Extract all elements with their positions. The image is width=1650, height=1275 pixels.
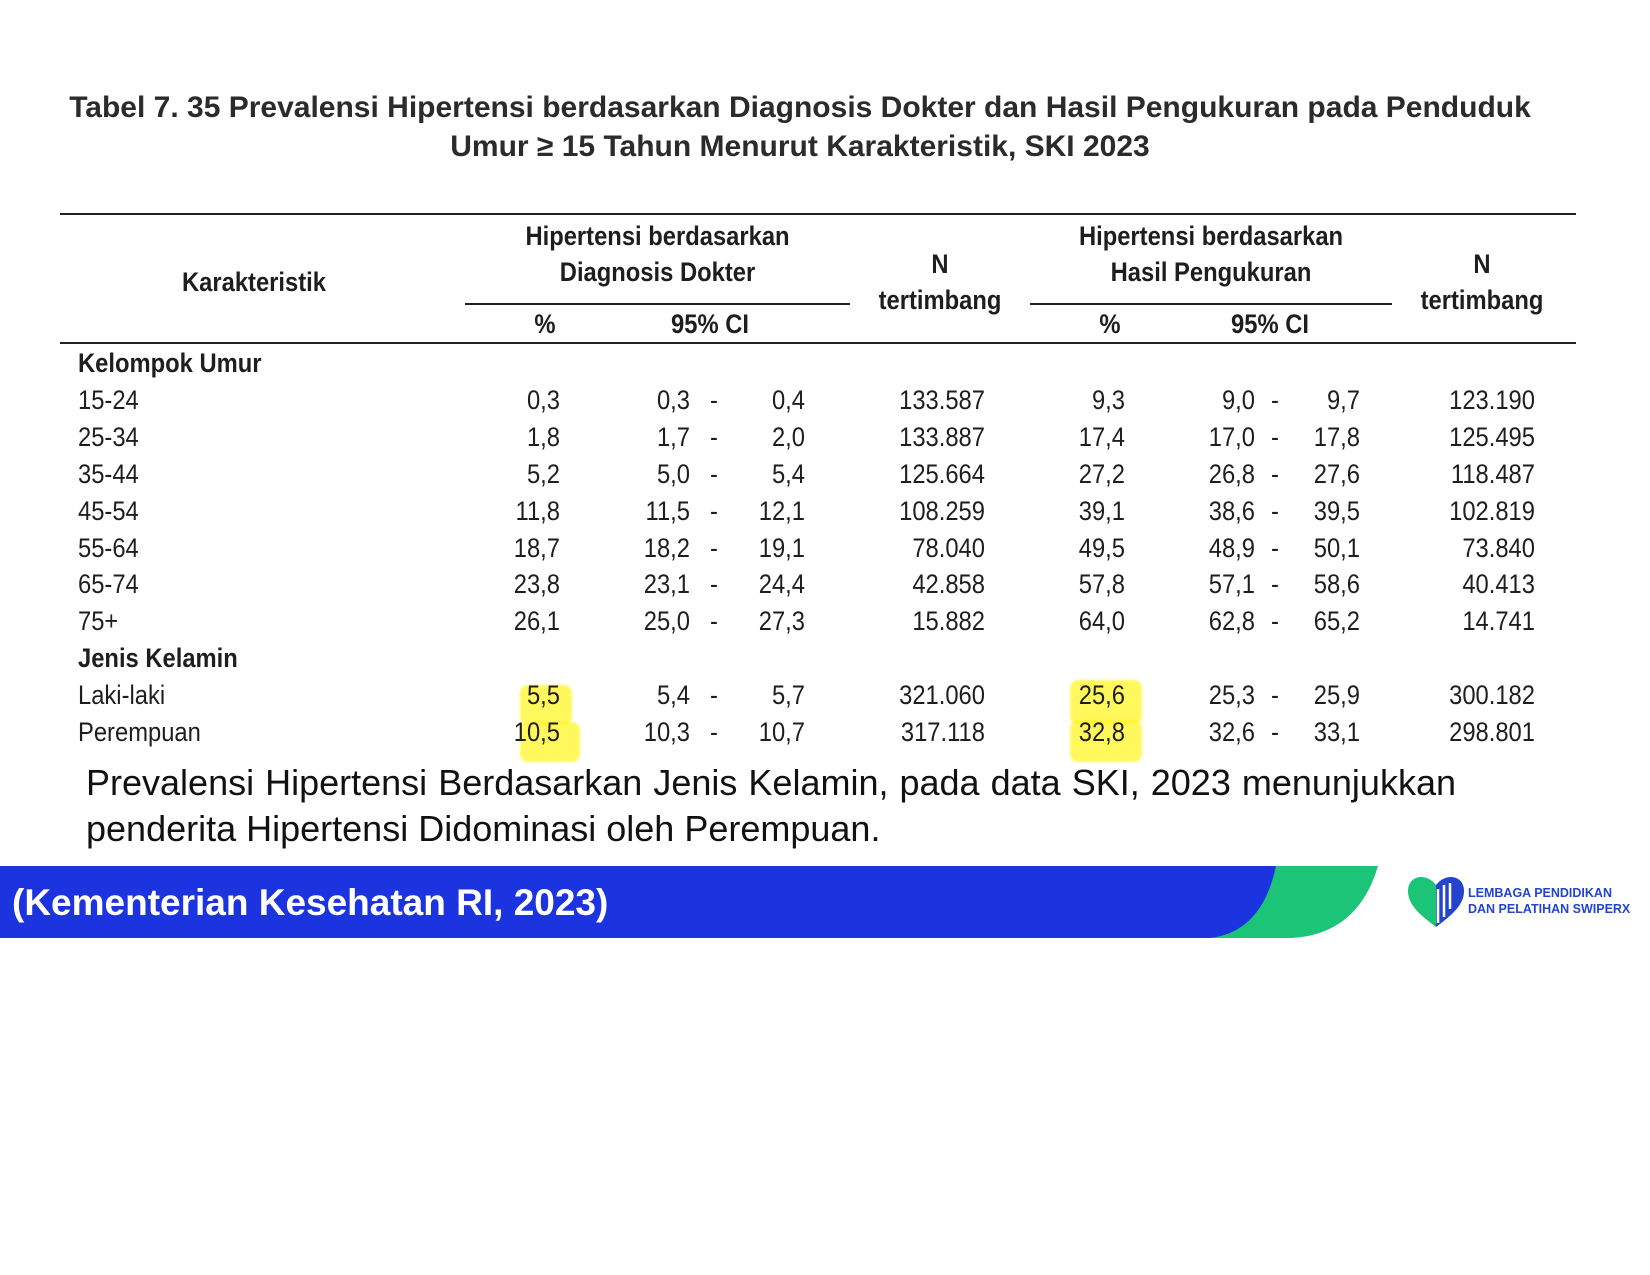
- cell-n1: 133.887: [899, 421, 985, 452]
- header-n2-line2: tertimbang: [1420, 285, 1544, 315]
- cell-dd-ci-high: 24,4: [758, 569, 805, 600]
- cell-dd-ci-separator: -: [710, 532, 718, 563]
- cell-n1: 317.118: [900, 717, 985, 747]
- banner-source-text: (Kementerian Kesehatan RI, 2023): [12, 882, 609, 923]
- cell-hp-ci-low: 62,8: [1208, 606, 1255, 637]
- cell-dd-pct: 5,2: [526, 458, 560, 489]
- cell-dd-pct: 0,3: [526, 384, 560, 415]
- header-dd-ci: 95% CI: [671, 309, 749, 339]
- cell-dd-pct: 18,7: [513, 532, 560, 563]
- cell-n2: 102.819: [1449, 495, 1535, 526]
- section-label: Kelompok Umur: [78, 348, 262, 378]
- cell-dd-ci-low: 5,0: [656, 458, 690, 489]
- cell-dd-ci-separator: -: [710, 458, 718, 489]
- cell-dd-ci-separator: -: [710, 569, 718, 600]
- cell-hp-pct: 32,8: [1078, 717, 1125, 747]
- row-label: 15-24: [78, 384, 139, 415]
- header-hp-line2: Hasil Pengukuran: [1110, 257, 1312, 287]
- cell-dd-ci-low: 10,3: [643, 717, 690, 747]
- cell-hp-ci-high: 9,7: [1326, 384, 1360, 415]
- header-dd-pct: %: [534, 309, 556, 339]
- cell-dd-ci-separator: -: [710, 495, 718, 526]
- cell-hp-ci-high: 27,6: [1313, 458, 1360, 489]
- cell-dd-pct: 11,8: [515, 495, 560, 526]
- row-label: 75+: [78, 606, 119, 637]
- cell-hp-pct: 27,2: [1078, 458, 1125, 489]
- cell-hp-ci-separator: -: [1271, 458, 1279, 489]
- cell-dd-ci-high: 2,0: [771, 421, 805, 452]
- cell-dd-ci-high: 5,4: [771, 458, 805, 489]
- cell-n1: 125.664: [899, 458, 985, 489]
- cell-dd-ci-low: 23,1: [643, 569, 690, 600]
- cell-hp-ci-separator: -: [1271, 569, 1279, 600]
- cell-n1: 108.259: [899, 495, 985, 526]
- cell-hp-ci-separator: -: [1271, 606, 1279, 637]
- row-label: Perempuan: [78, 717, 201, 747]
- logo-text: [1468, 885, 1630, 917]
- cell-hp-ci-separator: -: [1271, 680, 1279, 711]
- cell-n2: 123.190: [1449, 384, 1535, 415]
- cell-dd-ci-separator: -: [710, 384, 718, 415]
- cell-n1: 321.060: [899, 680, 985, 711]
- cell-hp-pct: 17,4: [1078, 421, 1125, 452]
- header-n2-line1: N: [1473, 249, 1491, 279]
- cell-n2: 73.840: [1462, 532, 1535, 563]
- hp-group-rule: [1030, 303, 1392, 305]
- cell-hp-pct: 39,1: [1078, 495, 1125, 526]
- cell-n2: 125.495: [1449, 421, 1535, 452]
- cell-dd-pct: 26,1: [513, 606, 560, 637]
- header-dd-line1: Hipertensi berdasarkan: [525, 221, 790, 251]
- cell-dd-ci-low: 5,4: [656, 680, 690, 711]
- cell-hp-ci-low: 9,0: [1221, 384, 1255, 415]
- caption-text: Prevalensi Hipertensi Berdasarkan Jenis Kelamin, pada data SKI, 2023 menunjukkan penderita Hipertensi Didominasi oleh Perempuan.: [86, 762, 1456, 849]
- cell-dd-ci-high: 12,1: [758, 495, 805, 526]
- cell-n1: 133.587: [899, 384, 985, 415]
- header-hp-pct: %: [1099, 309, 1121, 339]
- cell-hp-ci-low: 17,0: [1208, 421, 1255, 452]
- cell-hp-ci-separator: -: [1271, 384, 1279, 415]
- row-label: 25-34: [78, 421, 139, 452]
- logo-line-1: LEMBAGA PENDIDIKAN: [1468, 886, 1612, 900]
- cell-dd-ci-high: 19,1: [758, 532, 805, 563]
- cell-hp-ci-low: 25,3: [1208, 680, 1255, 711]
- cell-dd-ci-high: 27,3: [758, 606, 805, 637]
- cell-hp-ci-separator: -: [1271, 421, 1279, 452]
- cell-hp-ci-high: 17,8: [1313, 421, 1360, 452]
- cell-n2: 40.413: [1462, 569, 1535, 600]
- cell-hp-ci-low: 38,6: [1208, 495, 1255, 526]
- cell-hp-pct: 57,8: [1078, 569, 1125, 600]
- cell-n1: 78.040: [912, 532, 985, 563]
- section-label: Jenis Kelamin: [78, 643, 238, 674]
- cell-dd-pct: 1,8: [526, 421, 560, 452]
- cell-hp-ci-low: 48,9: [1208, 532, 1255, 563]
- header-dd-line2: Diagnosis Dokter: [559, 257, 756, 287]
- cell-n1: 15.882: [912, 606, 985, 637]
- row-label: Laki-laki: [78, 680, 166, 711]
- header-hp-ci: 95% CI: [1231, 309, 1309, 339]
- cell-dd-ci-separator: -: [710, 421, 718, 452]
- cell-n2: 298.801: [1449, 717, 1535, 747]
- cell-hp-ci-separator: -: [1271, 532, 1279, 563]
- cell-n2: 14.741: [1462, 606, 1535, 637]
- cell-hp-ci-high: 33,1: [1313, 717, 1360, 747]
- header-n1-line2: tertimbang: [878, 285, 1002, 315]
- table-top-rule: [60, 213, 1576, 215]
- cell-hp-pct: 64,0: [1078, 606, 1125, 637]
- cell-dd-ci-separator: -: [710, 680, 718, 711]
- cell-hp-ci-separator: -: [1271, 495, 1279, 526]
- cell-n2: 118.487: [1450, 458, 1535, 489]
- cell-hp-ci-high: 50,1: [1313, 532, 1360, 563]
- heart-shield-icon: [1408, 877, 1464, 929]
- cell-dd-ci-separator: -: [710, 717, 718, 747]
- cell-dd-ci-low: 11,5: [645, 495, 690, 526]
- dd-group-rule: [465, 303, 850, 305]
- cell-hp-ci-high: 58,6: [1313, 569, 1360, 600]
- header-hp-line1: Hipertensi berdasarkan: [1078, 221, 1344, 251]
- cell-hp-ci-low: 26,8: [1208, 458, 1255, 489]
- cell-hp-ci-separator: -: [1271, 717, 1279, 747]
- row-label: 55-64: [78, 532, 139, 563]
- cell-hp-ci-high: 65,2: [1313, 606, 1360, 637]
- cell-dd-pct: 23,8: [513, 569, 560, 600]
- table-title: Tabel 7. 35 Prevalensi Hipertensi berdasarkan Diagnosis Dokter dan Hasil Pengukuran pada Penduduk Umur ≥ 15 Tahun Menurut Karakteristik, SKI 2023: [69, 91, 1531, 163]
- cell-hp-ci-low: 32,6: [1208, 717, 1255, 747]
- cell-dd-ci-low: 25,0: [643, 606, 690, 637]
- row-label: 65-74: [78, 569, 139, 600]
- header-n1-line1: N: [931, 249, 949, 279]
- header-bottom-rule: [60, 342, 1576, 344]
- cell-hp-ci-low: 57,1: [1208, 569, 1255, 600]
- cell-hp-pct: 9,3: [1091, 384, 1125, 415]
- cell-hp-pct: 49,5: [1078, 532, 1125, 563]
- cell-dd-ci-high: 5,7: [771, 680, 805, 711]
- cell-hp-ci-high: 25,9: [1313, 680, 1360, 711]
- cell-dd-ci-low: 18,2: [643, 532, 690, 563]
- cell-n2: 300.182: [1449, 680, 1535, 711]
- cell-hp-pct: 25,6: [1078, 680, 1125, 711]
- cell-n1: 42.858: [912, 569, 985, 600]
- cell-dd-ci-separator: -: [710, 606, 718, 637]
- cell-dd-ci-high: 0,4: [771, 384, 805, 415]
- cell-dd-ci-low: 0,3: [656, 384, 690, 415]
- cell-dd-ci-high: 10,7: [758, 717, 805, 747]
- header-karakteristik: Karakteristik: [182, 267, 326, 297]
- cell-dd-pct: 10,5: [513, 717, 560, 747]
- cell-dd-ci-low: 1,7: [656, 421, 690, 452]
- cell-dd-pct: 5,5: [526, 680, 560, 711]
- row-label: 35-44: [78, 458, 139, 489]
- logo-line-2: DAN PELATIHAN SWIPERX: [1468, 902, 1631, 916]
- cell-hp-ci-high: 39,5: [1313, 495, 1360, 526]
- row-label: 45-54: [78, 495, 139, 526]
